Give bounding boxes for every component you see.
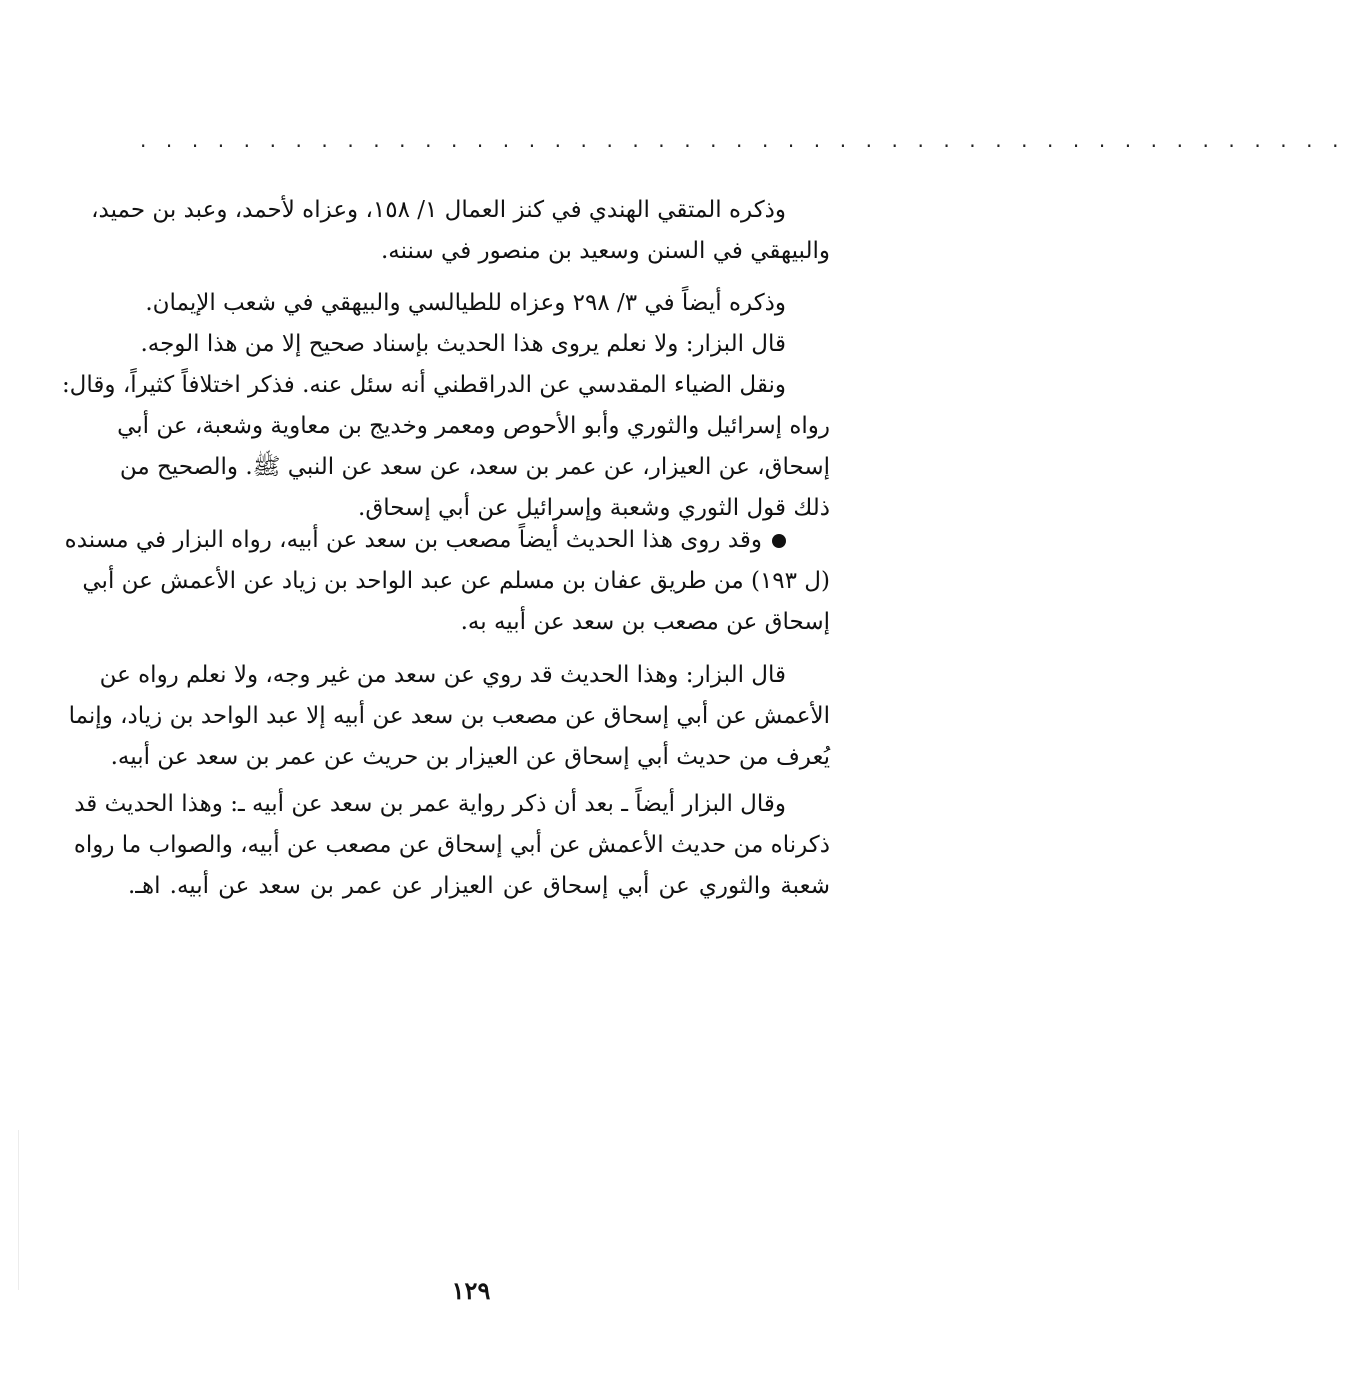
text-line [64,520,830,561]
page-number: ١٢٩ [451,1276,491,1305]
text-line: شعبة والثوري عن أبي إسحاق عن العيزار عن عمر بن سعد عن أبيه. اهـ. [128,873,830,899]
page-edge-shadow [18,1130,19,1290]
text-line: قال البزار: وهذا الحديث قد روي عن سعد من غير وجه، ولا نعلم رواه عن [99,662,786,688]
bullet-icon [772,534,786,548]
paragraph-kanz [91,190,830,272]
text-line: الأعمش عن أبي إسحاق عن مصعب بن سعد عن أبيه إلا عبد الواحد بن زياد، وإنما [68,703,830,729]
text-line: والبيهقي في السنن وسعيد بن منصور في سننه. [380,238,830,264]
text-line: (ل ١٩٣) من طريق عفان بن مسلم عن عبد الواحد بن زياد عن الأعمش عن أبي [82,568,830,594]
text-line: ذلك قول الثوري وشعبة وإسرائيل عن أبي إسحاق. [358,495,830,521]
paragraph-bazzar-2 [73,784,830,907]
text-line: قال البزار: ولا نعلم يروى هذا الحديث بإسناد صحيح إلا من هذا الوجه. [140,331,786,357]
text-line: إسحاق، عن العيزار، عن عمر بن سعد، عن سعد عن النبي ﷺ. والصحيح من [119,454,830,480]
text-line: ونقل الضياء المقدسي عن الدراقطني أنه سئل عنه. فذكر اختلافاً كثيراً، وقال: [61,372,786,398]
paragraph-bazzar [68,655,830,778]
text-line: رواه إسرائيل والثوري وأبو الأحوص ومعمر وخديج بن معاوية وشعبة، عن أبي [117,413,830,439]
text-line-content: وقد روى هذا الحديث أيضاً مصعب بن سعد عن أبيه، رواه البزار في مسنده [64,527,762,553]
text-line: يُعرف من حديث أبي إسحاق عن العيزار بن حريث عن عمر بن سعد عن أبيه. [110,744,830,770]
paragraph-musab [64,520,830,643]
text-line: وذكره المتقي الهندي في كنز العمال ١/ ١٥٨، وعزاه لأحمد، وعبد بن حميد، [91,197,786,223]
footnote-separator: · · · · · · · · · · · · · · · · · · · · · · · · · · · · · · · · · · · · · · · · · · · · · · · [140,134,1345,158]
paragraph-daraqutni [61,283,830,529]
text-line: وقال البزار أيضاً ـ بعد أن ذكر رواية عمر بن سعد عن أبيه ـ: وهذا الحديث قد [74,791,786,817]
text-line: وذكره أيضاً في ٣/ ٢٩٨ وعزاه للطيالسي والبيهقي في شعب الإيمان. [145,290,786,316]
text-line: ذكرناه من حديث الأعمش عن أبي إسحاق عن مصعب عن أبيه، والصواب ما رواه [73,832,830,858]
text-line: إسحاق عن مصعب بن سعد عن أبيه به. [460,609,830,635]
